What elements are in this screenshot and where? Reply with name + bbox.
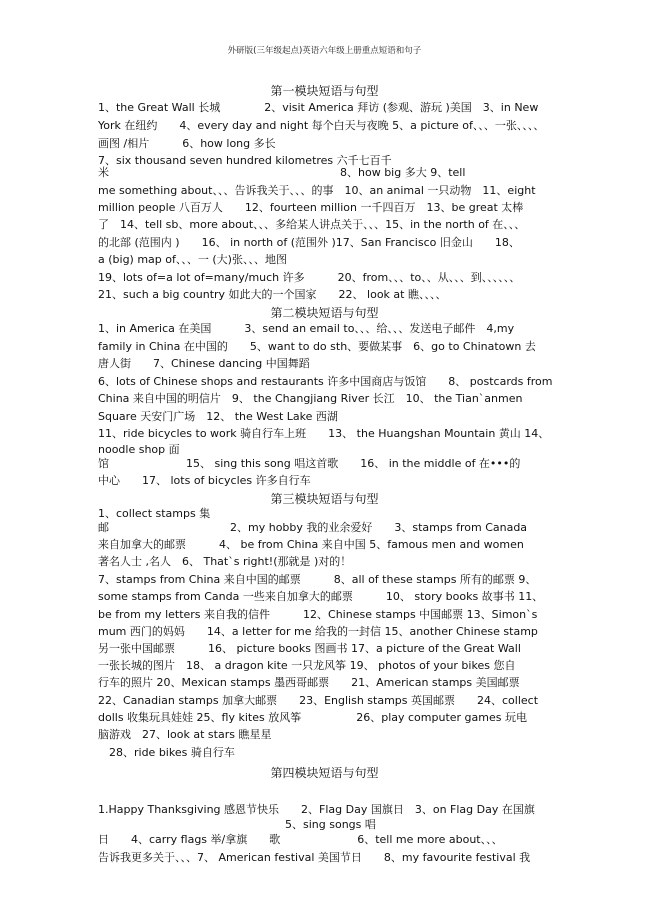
text-line: me something about、、、告诉我关于、、、的事 10、an animal 一只动物 11、eight (98, 184, 536, 197)
text-line: 唐人街 7、Chinese dancing 中国舞蹈 (98, 357, 310, 370)
text-line: be from my letters 来自我的信件 12、Chinese stamps 中国邮票 13、Simon`s (98, 608, 538, 621)
text-line: 的北部 (范围内 ) 16、 in north of (范围外 )17、San Francisco 旧金山 18、 (98, 236, 520, 249)
text-line: York 在纽约 4、every day and night 每个白天与夜晚 5、a picture of、、、一张、、、、 (98, 119, 545, 132)
text-line: 5、sing songs 唱 (98, 818, 376, 831)
text-line: 11、ride bicycles to work 骑自行车上班 13、 the Huangshan Mountain 黄山 14、 (98, 427, 550, 440)
module-1-title: 第一模块短语与句型 (270, 84, 379, 98)
text-line: 7、six thousand seven hundred kilometres 六千七百千 (98, 154, 392, 167)
text-line: family in China 在中国的 5、want to do sth、要做某事 6、go to Chinatown 去 (98, 340, 536, 353)
text-line: 邮 2、my hobby 我的业余爱好 3、stamps from Canada (98, 521, 528, 534)
text-line: 1.Happy Thanksgiving 感恩节快乐 2、Flag Day 国旗日 3、on Flag Day 在国旗 (98, 803, 535, 816)
text-line: 脑游戏 27、look at stars 瞧星星 (98, 728, 272, 741)
text-line: 7、stamps from China 来自中国的邮票 8、all of these stamps 所有的邮票 9、 (98, 573, 537, 586)
module-2-title: 第二模块短语与句型 (270, 306, 379, 320)
text-line: 21、such a big country 如此大的一个国家 22、 look at 瞧、、、、 (98, 288, 447, 301)
text-line: 中心 17、 lots of bicycles 许多自行车 (98, 474, 311, 487)
text-line: dolls 收集玩具娃娃 25、fly kites 放风筝 26、play computer games 玩电 (98, 711, 527, 724)
text-line: 22、Canadian stamps 加拿大邮票 23、English stamps 英国邮票 24、collect (98, 694, 539, 707)
module-4-title: 第四模块短语与句型 (270, 766, 379, 780)
page-header: 外研版(三年级起点)英语六年级上册重点短语和句子 (227, 46, 422, 56)
text-line: 来自加拿大的邮票 4、 be from China 来自中国 5、famous men and women (98, 538, 524, 551)
text-line: 另一张中国邮票 16、 picture books 图画书 17、a picture of the Great Wall (98, 642, 521, 655)
text-line: 馆 15、 sing this song 唱这首歌 16、 in the middle of 在•••的 (98, 457, 521, 470)
text-line: 行车的照片 20、Mexican stamps 墨西哥邮票 21、American stamps 美国邮票 (98, 676, 520, 689)
text-line: 28、ride bikes 骑自行车 (98, 746, 235, 759)
text-line: Square 天安门广场 12、 the West Lake 西湖 (98, 410, 338, 423)
text-line: 著名人士 ,名人 6、 That`s right!(那就是 )对的！ (98, 555, 352, 568)
text-line: 米 8、how big 多大 9、tell (98, 166, 466, 179)
text-line: 1、in America 在美国 3、send an email to、、、给、、、发送电子邮件 4,my (98, 322, 515, 335)
text-line: 画图 /相片 6、how long 多长 (98, 137, 276, 150)
text-line: China 来自中国的明信片 9、 the Changjiang River 长江 10、 the Tian`anmen (98, 392, 523, 405)
text-line: 了 14、tell sb、more about、、、多给某人讲点关于、、、15、in the north of 在、、、 (98, 218, 526, 231)
text-line: noodle shop 面 (98, 443, 180, 456)
text-line: 告诉我更多关于、、、7、 American festival 美国节日 8、my favourite festival 我 (98, 851, 531, 864)
text-line: 19、lots of=a lot of=many/much 许多 20、from、、、to、、从、、、到、、、、、、 (98, 271, 521, 284)
text-line: a (big) map of、、、一 (大)张、、、地图 (98, 253, 287, 266)
text-line: 1、collect stamps 集 (98, 507, 211, 520)
text-line: 1、the Great Wall 长城 2、visit America 拜访 (参观、游玩 )美国 3、in New (98, 101, 539, 114)
text-line: 日 4、carry flags 举/拿旗 歌 6、tell me more about、、、 (98, 833, 503, 846)
text-line: 一张长城的图片 18、 a dragon kite 一只龙风筝 19、 photos of your bikes 您自 (98, 659, 516, 672)
text-line: mum 西门的妈妈 14、a letter for me 给我的一封信 15、another Chinese stamp (98, 625, 538, 638)
module-3-title: 第三模块短语与句型 (270, 492, 379, 506)
text-line: million people 八百万人 12、fourteen million 一千四百万 13、be great 太棒 (98, 201, 524, 214)
text-line: 6、lots of Chinese shops and restaurants 许多中国商店与饭馆 8、 postcards from (98, 375, 553, 388)
text-line: some stamps from Canda 一些来自加拿大的邮票 10、 story books 故事书 11、 (98, 590, 544, 603)
